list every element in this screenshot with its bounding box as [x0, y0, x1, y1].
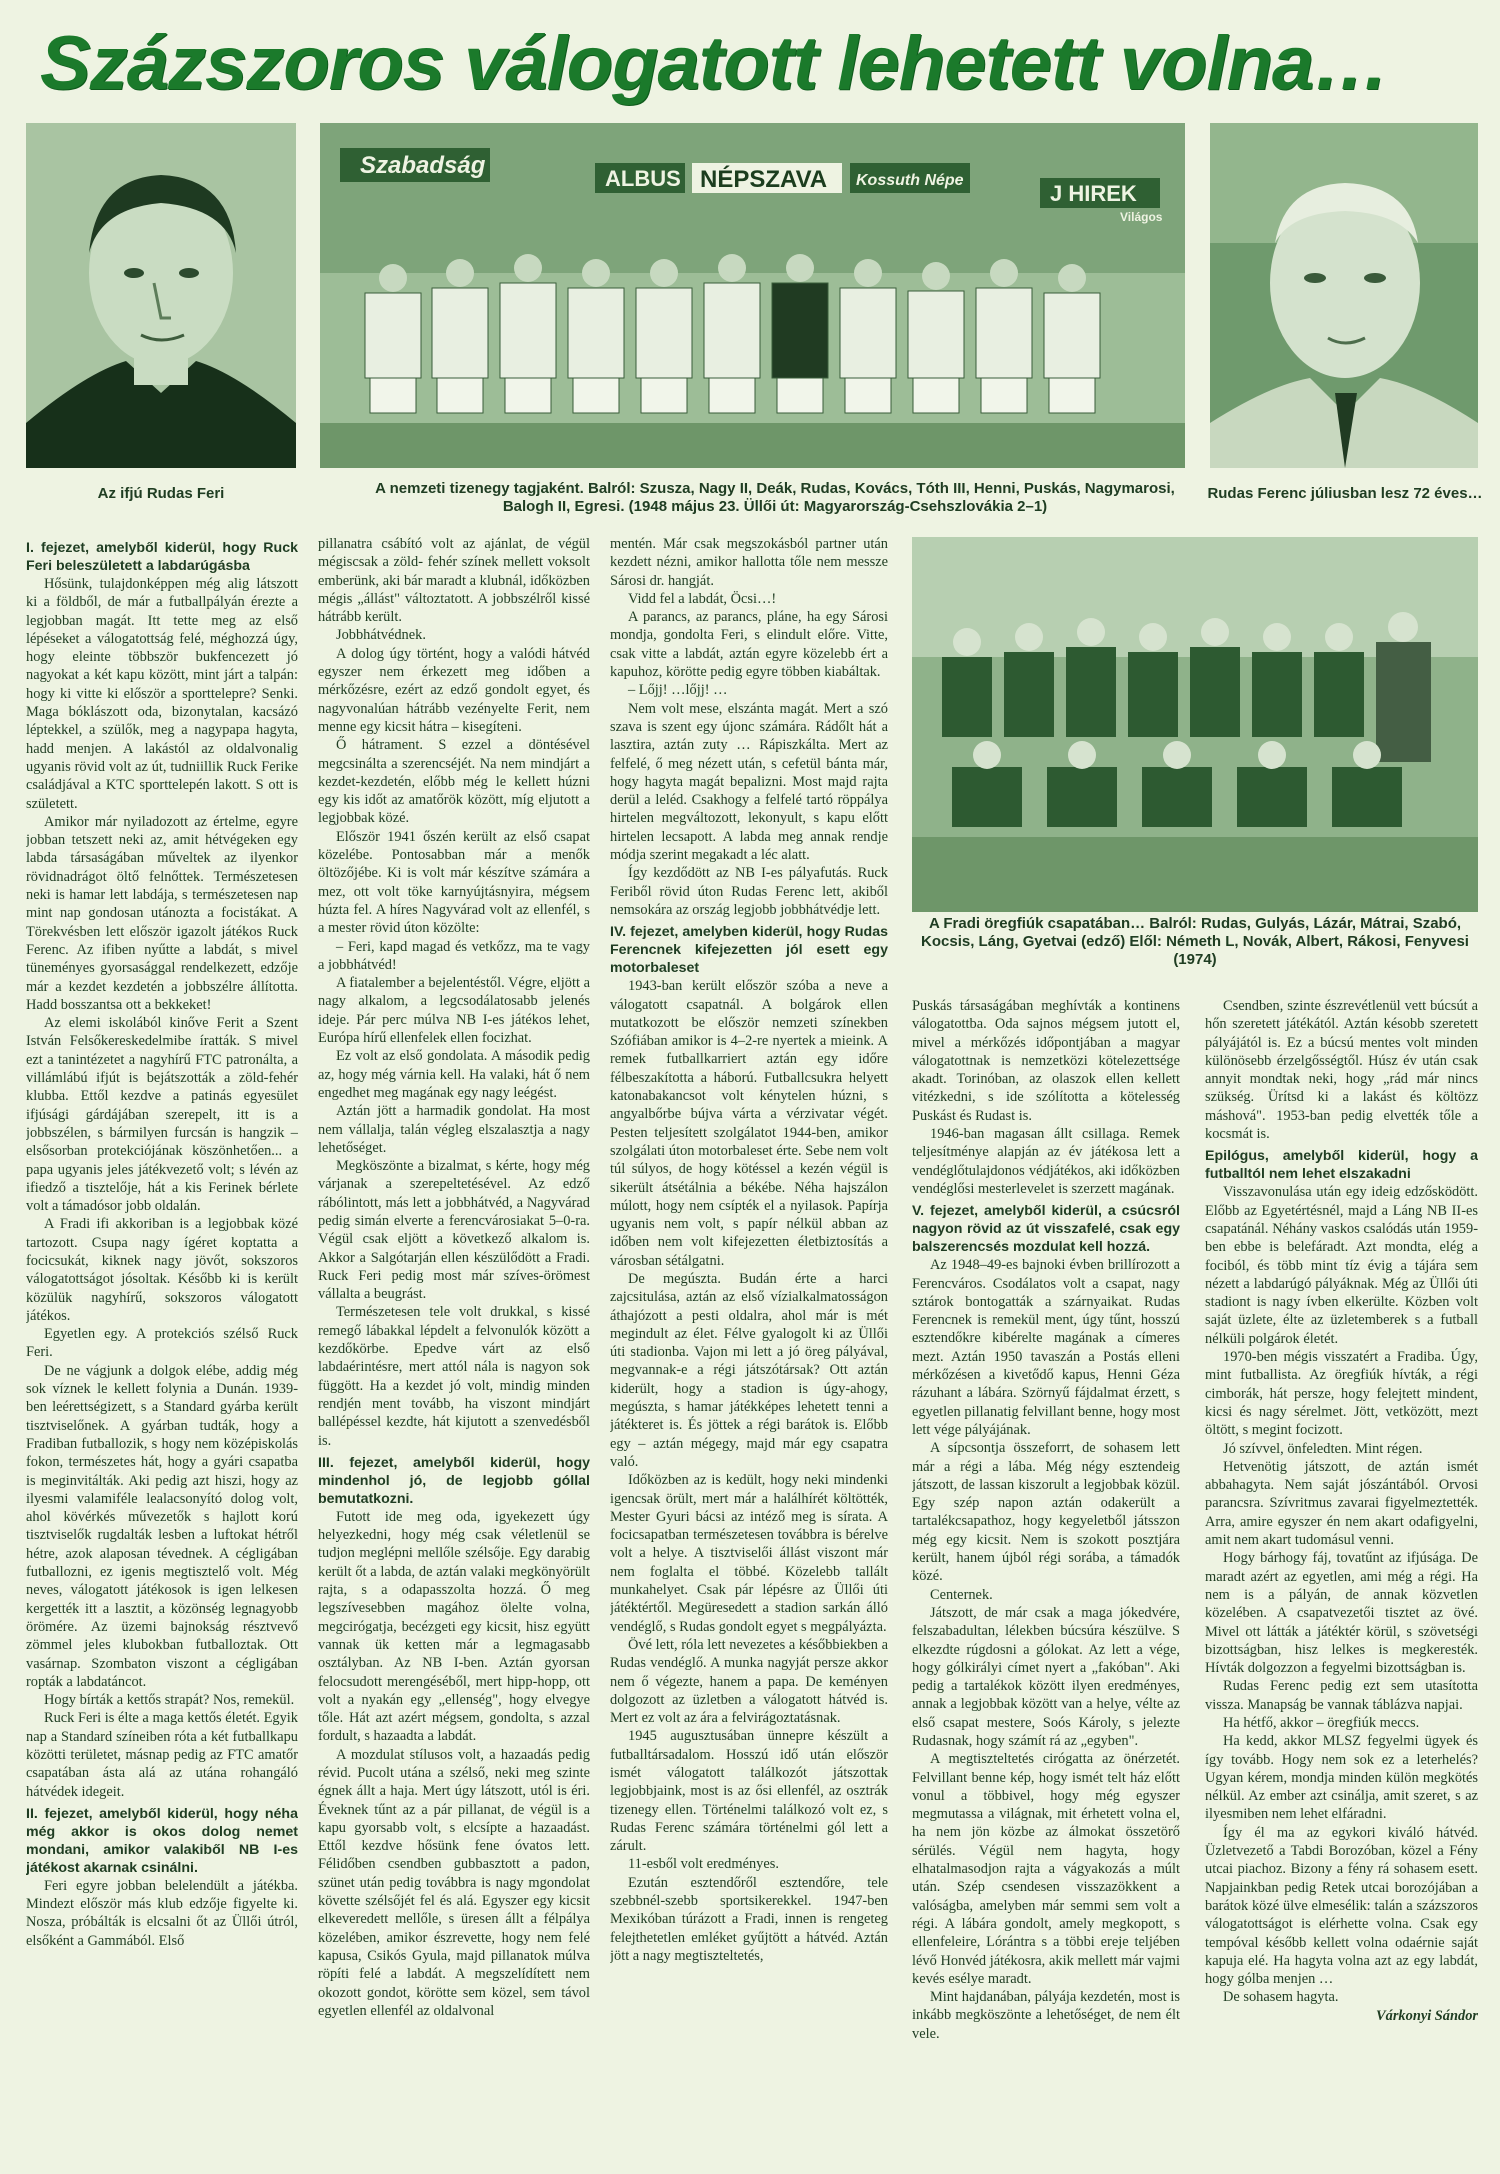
paragraph: Hősünk, tulajdonképpen még alig látszott ki a földből, de már a futballpályán érezte a legjobban magát. Itt tette meg az első lépéseket a válogatottság felé, méghozzá úgy, hogy eleinte többször bukfencezett jó nagyokat a két kapu között, mint járt a talpán: hogy ki vitte ki először a sporttelepre? Senki. Maga bóklászott oda, bizonytalan, kacsázó léptekkel, a szülők, meg a nagypapa hagyta, hadd menjen. A lakástól az oldalvonalig ugyanis rövid volt az út, tudniillik Ruck Ferike családjával a KTC sporttelepén lakott. S ott is született.: [26, 576, 298, 812]
paragraph: Egyetlen egy. A protekciós szélső Ruck Feri.: [26, 1326, 298, 1361]
young-portrait-image: [26, 123, 296, 468]
paragraph: A megtiszteltetés cirógatta az önérzetét. Felvillant benne kép, hogy ismét telt ház előtt vonul a többivel, hogy még egyszer megmutassa a világnak, mit érhetett volna el, ha nem jön közbe az álmokat összetörő sérülés. Végül nem hagyta, hogy elhatalmasodjon rajta a vágyakozás a múlt után. Szép csendesen visszazökkent a valóságba, amelyben már semmi sem volt a régi. A lábára gondolt, amely megkopott, s ellenfeleire, Lórántra s a többi ereje teljében lévő Honvéd játékosra, akik mellett már vajmi kevés esélye maradt.: [912, 1751, 1180, 1987]
banner-szabadsag: Szabadság: [360, 152, 486, 179]
team-1948-photo: [320, 123, 1185, 468]
paragraph: Így kezdődött az NB I-es pályafutás. Ruck Feriből rövid úton Rudas Ferenc lett, akiből nemsokára az ország legjobb jobbhátvédje lett.: [610, 865, 888, 918]
paragraph: Ez volt az első gondolata. A második pedig az, hogy még várnia kell. Ha valaki, hát ő nem engedhet meg magának egy nagy leégést.: [318, 1048, 590, 1101]
paragraph: Aztán jött a harmadik gondolat. Ha most nem vállalja, talán végleg elszalasztja a nagy lehetőséget.: [318, 1103, 590, 1156]
paragraph: 1946-ban magasan állt csillaga. Remek teljesítménye alapján az év játékosa lett a vendéglőtulajdonos védjátékos, aki időközben vendéglősi mesterlevelet is szerzett magának.: [912, 1126, 1180, 1197]
article-column-5: [1205, 997, 1478, 2167]
paragraph: A sípcsontja összeforrt, de sohasem lett már a régi a lába. Még négy esztendeig játszott, de lassan kiszorult a legjobbak közül. Egy szép napon aztán odakerült a tartalékcsapathoz, hogy kegyeletből játsszon még egy kicsit. Nem is szokott posztjára került, hanem újból régi sorába, a támadók közé.: [912, 1440, 1180, 1585]
paragraph: Ő hátrament. S ezzel a döntésével megcsinálta a szerencséjét. Na nem mindjárt a kezdet-kezdetén, előbb még le kellett húzni egy kis időt az amatőrök között, míg eljutott a legjobbak közé.: [318, 737, 590, 827]
headline: Százszoros válogatott lehetett volna…: [40, 21, 1389, 106]
paragraph: Időközben az is kedült, hogy neki mindenki igencsak örült, mert már a halálhírét költötték, Mester Gyuri bácsi az intéző meg is sírata. A focicsapatban természetesen továbbra is bérelve volt a helye. A tisztviselői állást viszont már nem foglalta el többé. Közelebb tallált munkahelyet. Csak pár lépésre az Üllői úti játéktértől. Megüresedett a stadion sarkán álló vendéglő, s Rudas gondolt egyet s megpályázta.: [610, 1472, 888, 1635]
paragraph: 1945 augusztusában ünnepre készült a futballtársadalom. Hosszú idő után először ismét válogatott találkozót játszottak legjobbjaink, most is az ősi ellenfél, az osztrák tizenegy ellen. Történelmi találkozó volt ez, s Rudas Ferenc számára történelmi gól lett a zárult.: [610, 1728, 888, 1855]
team-players: [365, 283, 1100, 378]
chapter-heading: I. fejezet, amelyből kiderül, hogy Ruck Feri beleszületett a labdarúgásba: [26, 540, 298, 574]
chapter-heading: V. fejezet, amelyből kiderül, a csúcsról nagyon rövid az út visszafelé, csak egy balszerencsés mozdulat kell hozzá.: [912, 1203, 1180, 1256]
banner-nepszava: NÉPSZAVA: [700, 166, 828, 193]
paragraph: Ruck Feri is élte a maga kettős életét. Egyik nap a Standard színeiben róta a két futballkapu közötti területet, másnap pedig az FTC amatőr csapatában ásta alá az utána rohangáló hátvédek idegeit.: [26, 1710, 298, 1800]
paragraph: – Feri, kapd magad és vetkőzz, ma te vagy a jobbhátvéd!: [318, 938, 590, 973]
chapter-heading: IV. fejezet, amelyben kiderül, hogy Rudas Ferencnek kifejezetten jól esett egy motorbaleset: [610, 924, 888, 977]
fradi-team-image: [912, 537, 1478, 912]
paragraph: Először 1941 őszén került az első csapat közelébe. Pontosabban már a menők öltözőjébe. Ki is volt már készítve számára a mez, ott volt töke karnyújtásnyira, mégsem húzta fel. A híres Nagyvárad volt az ellenfél, s a mester rövid úton közölte:: [318, 828, 590, 937]
old-rudas-photo: [1210, 123, 1478, 468]
banner-vilagos: Világos: [1120, 210, 1163, 224]
paragraph: Ha kedd, akkor MLSZ fegyelmi ügyek és így tovább. Hogy nem sok ez a leterhelés? Ugyan kérem, mondja minden külön megkötés nélkül. Az ember azt csinálja, amit szeret, s az ilyesmiben nem lehet elfáradni.: [1205, 1733, 1478, 1823]
paragraph: Centernek.: [930, 1586, 993, 1603]
paragraph: Az elemi iskolából kinőve Ferit a Szent István Felsőkereskedelmibe íratták. S mivel ezt a tanintézetet a nagyhírű FTC patronálta, a villámlábú ifjút is bejátszották a zöld-fehér klubba. Ettől kezdve a patinás egyesület ifjúsági gárdájában szerepelt, itt is a jobbszélen, s bármilyen furcsán is hangzik – elsősorban protekciójának köszönhetően... a papa ugyanis jeles játékvezető volt; s lévén az ifiedző a tisztelője, hát a kis Ferinek bérlete volt a támadósor jobb oldalán.: [26, 1015, 298, 1215]
chapter-heading: III. fejezet, amelyből kiderül, hogy mindenhol jó, de legjobb góllal bemutatkozni.: [318, 1454, 590, 1507]
old-photo-caption: Rudas Ferenc júliusban lesz 72 éves…: [1207, 485, 1483, 502]
paragraph: – Lőjj! …lőjj! …: [628, 682, 728, 699]
fradi-photo-caption: A Fradi öregfiúk csapatában… Balról: Rudas, Gulyás, Lázár, Mátrai, Szabó, Kocsis, Láng, Gyetvai (edző) Elől: Németh L, Novák, Albert, Rákosi, Fenyvesi (1974): [921, 915, 1469, 968]
article-column-3: [610, 535, 888, 2165]
paragraph: Övé lett, róla lett nevezetes a későbbiekben a Rudas vendéglő. A munka nagyját persze akkor nem ő végezte, hanem a papa. De keményen dolgozott az üzletben a válogatott hátvéd is. Mert ez volt az ára a felvirágoztatásnak.: [610, 1636, 888, 1727]
paragraph: A dolog úgy történt, hogy a valódi hátvéd egyszer nem érkezett meg időben a mérkőzésre, ezért az edző gondolt egyet, és nagyvonalúan hátrább vezényelte Ferit, nem menne egy kicsit hátra – kisegíteni.: [318, 645, 590, 735]
paragraph: Mint hajdanában, pályája kezdetén, most is inkább megköszönte a lehetőséget, de nem élt vele.: [912, 1989, 1180, 2042]
article-column-4: [912, 997, 1180, 2167]
author-signature: Várkonyi Sándor: [1376, 2007, 1478, 2024]
banner-kossuth: Kossuth Népe: [856, 172, 964, 189]
paragraph: Hetvenötig játszott, de aztán ismét abbahagyta. Nem saját jószántából. Orvosi parancsra. Szívritmus zavarai figyelmeztették. Arra, amire egyszer én nem akart odafigyelni, amit nem akart tudomásul venni.: [1205, 1458, 1478, 1549]
article-column-1: [26, 535, 298, 2165]
paragraph: Feri egyre jobban belelendült a játékba. Mindezt először más klub edzője figyelte ki. Nosza, próbálták is elcsalni őt az Üllői útról, elsőként a Gammából. Első: [26, 1877, 298, 1949]
paragraph: Ha hétfő, akkor – öregfiúk meccs.: [1223, 1714, 1420, 1731]
young-photo-caption: Az ifjú Rudas Feri: [97, 485, 225, 502]
paragraph: Ezután esztendőről esztendőre, tele szebbnél-szebb sportsikerekkel. 1947-ben Mexikóban túrázott a Fradi, innen is rengeteg felejthetetlen emléket gyűjtött a hátvéd. Aztán jött a nagy megtiszteltetés,: [610, 1874, 888, 1964]
chapter-heading: II. fejezet, amelyből kiderül, hogy néha még akkor is okos dolog nemet mondani, amikor valakiből NB I-es játékost akarnak csinálni.: [26, 1805, 298, 1876]
paragraph: Futott ide meg oda, igyekezett úgy helyezkedni, hogy még csak véletlenül se tudjon meglépni mellőle szélsője. Egy darabig került őt a labda, de aztán valaki megkönyörült rajta, s a odapasszolta hozzá. Ő meg legszívesebben magához ölelte volna, megcirógatja, becézgeti egy kicsit, hisz együtt vannak ük ketten már a legmagasabb osztályban. Az NB I-ben. Aztán gyorsan felocsudott merengéséből, mert hipp-hopp, ott volt a nyakán egy „ellenség", hogy elvegye tőle. Hát azt azért mégsem, gondolta, s azzal fordult, s hazaadta a labdát.: [318, 1508, 590, 1745]
article-column-2: [318, 535, 590, 2165]
paragraph: Hogy bírták a kettős strapát? Nos, remekül.: [44, 1692, 295, 1709]
paragraph: A mozdulat stílusos volt, a hazaadás pedig révid. Pucolt utána a szélső, neki meg szinte égnek állt a haja. Mert úgy látszott, utól is éri. Éveknek tűnt az a pár pillanat, de végül is a kapu gyorsabb volt, s elcsípte a hazaadást. Ettől kezdve hősünk fene óvatos lett. Félidőben csendben gubbasztott a padon, szünet után pedig továbbra is nagy mgondolat követte szélsőjét fel és alá. Egyszer egy kicsit elkeveredett mellőle, s üresen állt a félpálya közelében, amikor észrevette, hogy nem felé kapusa, Csikós Gyula, majd pillanatok múlva röpíti felé a labdát. A megszelídített nem okozott gondot, körötte sem közel, sem távol egyetlen ellenfél az oldalvonal: [318, 1746, 590, 2019]
banner-albus: ALBUS: [605, 166, 681, 191]
paragraph: A Fradi ifi akkoriban is a legjobbak közé tartozott. Csupa nagy ígéret koptatta a focicsukát, kiknek nagy jövőt, sokszoros válogatottságot jósoltak. Később ki is került közülük nagyhírű, sokszoros válogatott játékos.: [26, 1216, 298, 1324]
paragraph: Természetesen tele volt drukkal, s kissé remegő lábakkal lépdelt a felvonulók között a kezdőkörbe. Epedve várt az első labdaérintésre, mert attól nála is nagyon sok függött. Ha a kezdet jó volt, mindig minden rendjén ment tovább, ha viszont mindjárt ballépéssel kezdte, hát kijutott a szenvedésből is.: [318, 1304, 590, 1449]
paragraph: 1970-ben mégis visszatért a Fradiba. Úgy, mint futballista. Az öregfiúk hívták, a régi cimborák, hát persze, hogy felejtett mindent, kicsi és nagy sérelmet. Jött, vetközött, mezt öltött, s megint focizott.: [1205, 1349, 1478, 1439]
young-rudas-photo: [26, 123, 296, 468]
paragraph: Vidd fel a labdát, Öcsi…!: [628, 590, 777, 607]
paragraph: 11-esből volt eredményes.: [628, 1856, 779, 1873]
paragraph: 1943-ban került először szóba a neve a válogatott csapatnál. A bolgárok ellen mutatkozott be először nemzeti színekben Szófiában amikor is 4–2-re nyertek a mieink. A remek futballkarriert aztán egy időre félbeszakította a háború. Futballcsukra helyett katonabakancsot volt kénytelen húzni, s angyalbőrbe bújva várta a vérzivatar végét. Pesten teljesített szolgálatot 1944-ben, amikor szolgálati úton motorbaleset érte. Sebe nem volt túl súlyos, de hogy kötéssel a kezén végül is sikerült átsétálnia a békébe. Néha hajszálon múlott, hogy nem csípték el a nyilasok. Papírja ugyanis nem volt, s papír nélkül abban az időben nem volt kifejezetten életbiztosítás a városban sétálgatni.: [610, 978, 888, 1269]
paragraph: mentén. Már csak megszokásból partner után kezdett nézni, amikor hallotta tőle nem messze Sárosi dr. hangját.: [610, 536, 888, 589]
paragraph: Amikor már nyiladozott az értelme, egyre jobban tetszett neki az, amit hétvégeken egy labda társaságában műveltek az ilyenkor rövidnadrágot öltő felnőttek. Természetesen neki is hamar lett labdája, s természetesen nap mint nap gondosan utánozta a focistákat. A Törekvésben lett először igazolt játékos Ruck Ferenc. Az ifiben nyűtte a labdát, s mivel tüneményes gyorsasággal rendelkezett, edzője már a kezdet kezdetén a jobbszélre állította. Hadd bosszantsa ott a bekkeket!: [26, 813, 298, 1013]
fradi-oldboys-photo: [912, 537, 1478, 912]
paragraph: Hogy bárhogy fáj, tovatűnt az ifjúsága. De maradt azért az egyetlen, ami még a régi. Ha nem is a pályán, de annak közvetlen közelében. A csapatvezetői tisztet az övé. Mivel ott látták a játéktér körül, s szövetségi bizottságban, hisz lelkes is megkeresték. Hívták dolgozzon a fegyelmi bizottságban is.: [1205, 1550, 1478, 1677]
paragraph: De megúszta. Budán érte a harci zajcsitulása, aztán az első vízialkalmatosságon áthajózott a pesti oldalra, ahol már is mét megindult az élet. Félve gyalogolt ki az Üllői úti stadionba. Vajon mi lett a jó öreg pályával, megvannak-e a régi játszótársak? Ott aztán kiderült, hogy a stadion is úgy-ahogy, megúszta, s hamar játékképes lehetett tenni a játékteret is. És jöttek a régi barátok is. Előbb egy – aztán mégegy, majd már egy csapatra való.: [610, 1270, 888, 1470]
paragraph: Visszavonulása után egy ideig edzősködött. Előbb az Egyetértésnél, majd a Láng NB II-es csapatánál. Néhány vaskos csalódás után 1959-ben ebbe is belefáradt. Azt mondta, elég a fociból, és több mint tíz évig a tájára sem nézett a labdarúgó pályáknak. Még az Üllői úti stadiont is nagy ívben elkerülte. Közben volt saját üzlete, élte az üzletemberek s a futball nélküli polgárok életét.: [1205, 1184, 1478, 1347]
paragraph: Rudas Ferenc pedig ezt sem utasította vissza. Manapság be vannak táblázva napjai.: [1205, 1678, 1478, 1713]
team-1948-caption: A nemzeti tizenegy tagjaként. Balról: Szusza, Nagy II, Deák, Rudas, Kovács, Tóth III, Henni, Puskás, Nagymarosi, Balogh II, Egresi. (1948 május 23. Üllői út: Magyarország-Csehszlovákia 2–1): [375, 480, 1175, 515]
old-portrait-image: [1210, 123, 1478, 468]
team-1948-image: [320, 123, 1185, 468]
paragraph: Megköszönte a bizalmat, s kérte, hogy még várjanak a szerepeltetésével. Az edző rábólintott, más lett a jobbhátvéd, a Nagyvárad pedig simán elverte a ferencvárosiakat 5–0-ra. Végül csak eljött a következő alkalom is. Akkor a Salgótarján ellen készülődött a Fradi. Ruck Feri pedig most már szíves-örömest vállalta a beugrást.: [318, 1158, 590, 1303]
paragraph: Nem volt mese, elszánta magát. Mert a szó szava is szent egy újonc számára. Rádőlt hát a lasztira, aztán zuty … Rápiszkálta. Mert az felfelé, ő meg nézett után, s cefetül bánta már, hogy hagyta magát bepalizni. Most majd rajta derül a leléd. Csakhogy a felfelé tartó röppálya hirtelen megváltozott, lekonyult, s kapu előtt hirtelen lecsapott. A labda meg annak rendje módja szerint megakadt a léc alatt.: [610, 700, 888, 864]
paragraph: De sohasem hagyta.: [1223, 1989, 1339, 2006]
paragraph: pillanatra csábító volt az ajánlat, de végül mégiscsak a zöld- fehér színek mellett voksolt emberünk, aki bár maradt a klubnál, időközben mégis „állást" változtatott. A jobbszélről kissé hátrább került.: [318, 536, 590, 626]
paragraph: Jobbhátvédnek.: [336, 627, 426, 644]
paragraph: De ne vágjunk a dolgok elébe, addig még sok víznek le kellett folynia a Dunán. 1939-ben leérettségizett, s a Standard gyárba került tisztviselőnek. A gyárban tudták, hogy a Fradiban futballozik, s hogy nem középiskolás fokon, természetes hát, hogy a gyári csapatba is meginvitálták. Aki pedig azt hiszi, hogy az ilyesmi valamiféle lealacsonyító dolog volt, ahol kövérkés művezetők s hajlott korú tisztviselők rugdalták lesben a luftokat hétről hétre, azok alaposan tévednek. A cégligában futballozni, ez igenis megtisztelő volt. Még neves, válogatott játékosok is igen lelkesen kergették itt a lasztit, a közönség legnagyobb örömére. Az üzemi bajnokság résztvevő zömmel jeles klubokban futballoztak. Ott vasárnap. Szombaton viszont a cégligában ropták a labdatáncot.: [26, 1362, 298, 1690]
paragraph: Jó szívvel, önfeledten. Mint régen.: [1223, 1440, 1423, 1457]
paragraph: Játszott, de már csak a maga jókedvére, felszabadultan, lélekben búcsúra készülve. S elkezdte rúgdosni a gólokat. Az lett a vége, hogy gólkirályi címet nyert a „fakóban". Aki pedig a tartalékok között ilyen eredményes, annak a legjobbak között van a helye, vélte az első csapat mestere, Soós Károly, s jelezte Rudasnak, hogy számít rá az „egyben".: [912, 1604, 1180, 1749]
paragraph: Puskás társaságában meghívták a kontinens válogatottba. Oda sajnos mégsem jutott el, mivel a mérkőzés időpontjában a magyar válogatottnak is nemzetközi kötelezettsége akadt. Torinóban, az olaszok ellen kellett vitézkedni, s ide szólította a kötelesség Puskást és Rudast is.: [912, 998, 1180, 1124]
paragraph: Így él ma az egykori kiváló hátvéd. Üzletvezető a Tabdi Borozóban, közel a Fény utcai piachoz. Bizony a fény rá sohasem esett. Napjainkban pedig Retek utcai borozójában a barátok közé ülve elmesélik: talán a százszoros válogatottságot is elérhette volna. Csak egy tempóval később kellett volna odaérnie saját kapuja elé. Ha hagyta volna azt az egy labdát, hogy gólba menjen …: [1205, 1824, 1478, 1988]
paragraph: A fiatalember a bejelentéstől. Végre, eljött a nagy alkalom, a legcsodálatosabb jelenés ideje. Pár perc múlva NB I-es játékos lehet, Európa hírű ellenfelek ellen focizhat.: [318, 975, 590, 1047]
paragraph: A parancs, az parancs, pláne, ha egy Sárosi mondja, gondolta Feri, s elindult előre. Vitte, csak vitte a labdát, aztán egyre közelebb ért a kapuhoz, körötte pedig egyre többen kiabáltak.: [610, 609, 888, 681]
paragraph: Az 1948–49-es bajnoki évben brillírozott a Ferencváros. Csodálatos volt a csapat, nagy sztárok bontogatták a szárnyaikat. Rudas Ferencnek is remekül ment, úgy tűnt, hosszú esztendőkre kibérelte magának a címeres mezt. Aztán 1950 tavaszán a Postás elleni mérkőzésen a kivetődő kapus, Henni Géza rázuhant a lábára. Szörnyű fájdalmat érzett, s egyetlen pillanatig felvillant benne, hogy most lett vége pályájának.: [912, 1257, 1180, 1438]
paragraph: Csendben, szinte észrevétlenül vett búcsút a hőn szeretett játékától. Aztán késobb szeretett pályájától is. Ez a búcsú mentes volt minden különösebb érzelgősségtől. Húsz év után csak annyit mondtak neki, hogy „rád már nincs szükség. Ürítsd ki a lakást és költözz máshová". 1953-ban pedig elvették tőle a kocsmát is.: [1205, 998, 1478, 1143]
chapter-heading: Epilógus, amelyből kiderül, hogy a futballtól nem lehet elszakadni: [1205, 1148, 1478, 1183]
banner-hirek: J HIREK: [1050, 181, 1137, 206]
